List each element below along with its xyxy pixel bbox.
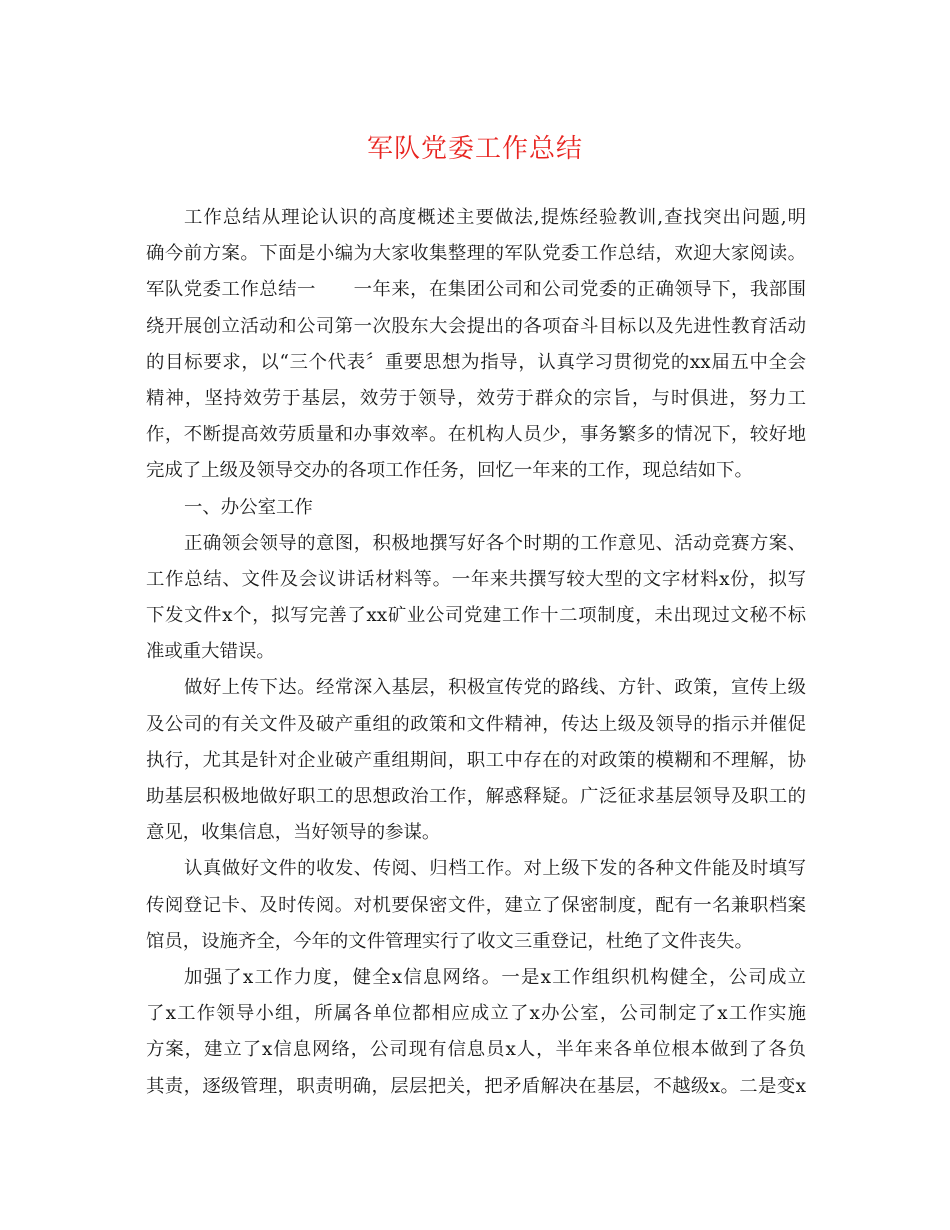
document-body xyxy=(146,200,806,1105)
body-line: 确今前方案。下面是小编为大家收集整理的军队党委工作总结，欢迎大家阅读。 xyxy=(146,243,806,265)
body-line: 馆员，设施齐全，今年的文件管理实行了收文三重登记，杜绝了文件丧失。 xyxy=(146,930,753,952)
document-title: 军队党委工作总结 xyxy=(366,134,583,164)
body-line: 助基层积极地做好职工的思想政治工作，解惑释疑。广泛征求基层领导及职工的 xyxy=(146,786,806,807)
body-line: 精神，坚持效劳于基层，效劳于领导，效劳于群众的宗旨，与时俱进，努力工 xyxy=(146,387,806,409)
body-line: 的目标要求，以“三个代表〞重要思想为指导，认真学习贯彻党的xx届五中全会 xyxy=(146,351,806,373)
body-line: 意见，收集信息，当好领导的参谋。 xyxy=(146,822,441,844)
body-line: 正确领会领导的意图，积极地撰写好各个时期的工作意见、活动竞赛方案、 xyxy=(184,532,806,554)
body-line: 准或重大错误。 xyxy=(146,641,275,663)
body-line: 执行，尤其是针对企业破产重组期间，职工中存在的对政策的模糊和不理解，协 xyxy=(146,749,806,771)
body-line: 其责，逐级管理，职责明确，层层把关，把矛盾解决在基层，不越级x。二是变x xyxy=(146,1075,806,1097)
body-line: 工作总结、文件及会议讲话材料等。一年来共撰写较大型的文字材料x份，拟写 xyxy=(146,568,806,590)
body-line: 下发文件x个，拟写完善了xx矿业公司党建工作十二项制度，未出现过文秘不标 xyxy=(146,605,806,627)
body-line: 作，不断提高效劳质量和办事效率。在机构人员少，事务繁多的情况下，较好地 xyxy=(146,424,806,446)
body-line: 认真做好文件的收发、传阅、归档工作。对上级下发的各种文件能及时填写 xyxy=(184,858,806,880)
section-heading: 一、办公室工作 xyxy=(184,496,313,518)
body-line: 传阅登记卡、及时传阅。对机要保密文件，建立了保密制度，配有一名兼职档案 xyxy=(146,894,806,916)
body-line: 方案，建立了x信息网络，公司现有信息员x人，半年来各单位根本做到了各负 xyxy=(146,1039,806,1061)
body-line: 军队党委工作总结一 一年来，在集团公司和公司党委的正确领导下，我部围 xyxy=(146,279,806,301)
body-line: 加强了x工作力度，健全x信息网络。一是x工作组织机构健全，公司成立 xyxy=(184,966,806,988)
body-line: 完成了上级及领导交办的各项工作任务，回忆一年来的工作，现总结如下。 xyxy=(146,460,753,482)
body-line: 绕开展创立活动和公司第一次股东大会提出的各项奋斗目标以及先进性教育活动 xyxy=(146,315,806,337)
body-line: 了x工作领导小组，所属各单位都相应成立了x办公室，公司制定了x工作实施 xyxy=(146,1003,806,1025)
body-line: 工作总结从理论认识的高度概述主要做法,提炼经验教训,查找突出问题,明 xyxy=(184,207,806,228)
body-line: 做好上传下达。经常深入基层，积极宣传党的路线、方针、政策，宣传上级 xyxy=(184,677,806,699)
body-line: 及公司的有关文件及破产重组的政策和文件精神，传达上级及领导的指示并催促 xyxy=(146,713,806,735)
